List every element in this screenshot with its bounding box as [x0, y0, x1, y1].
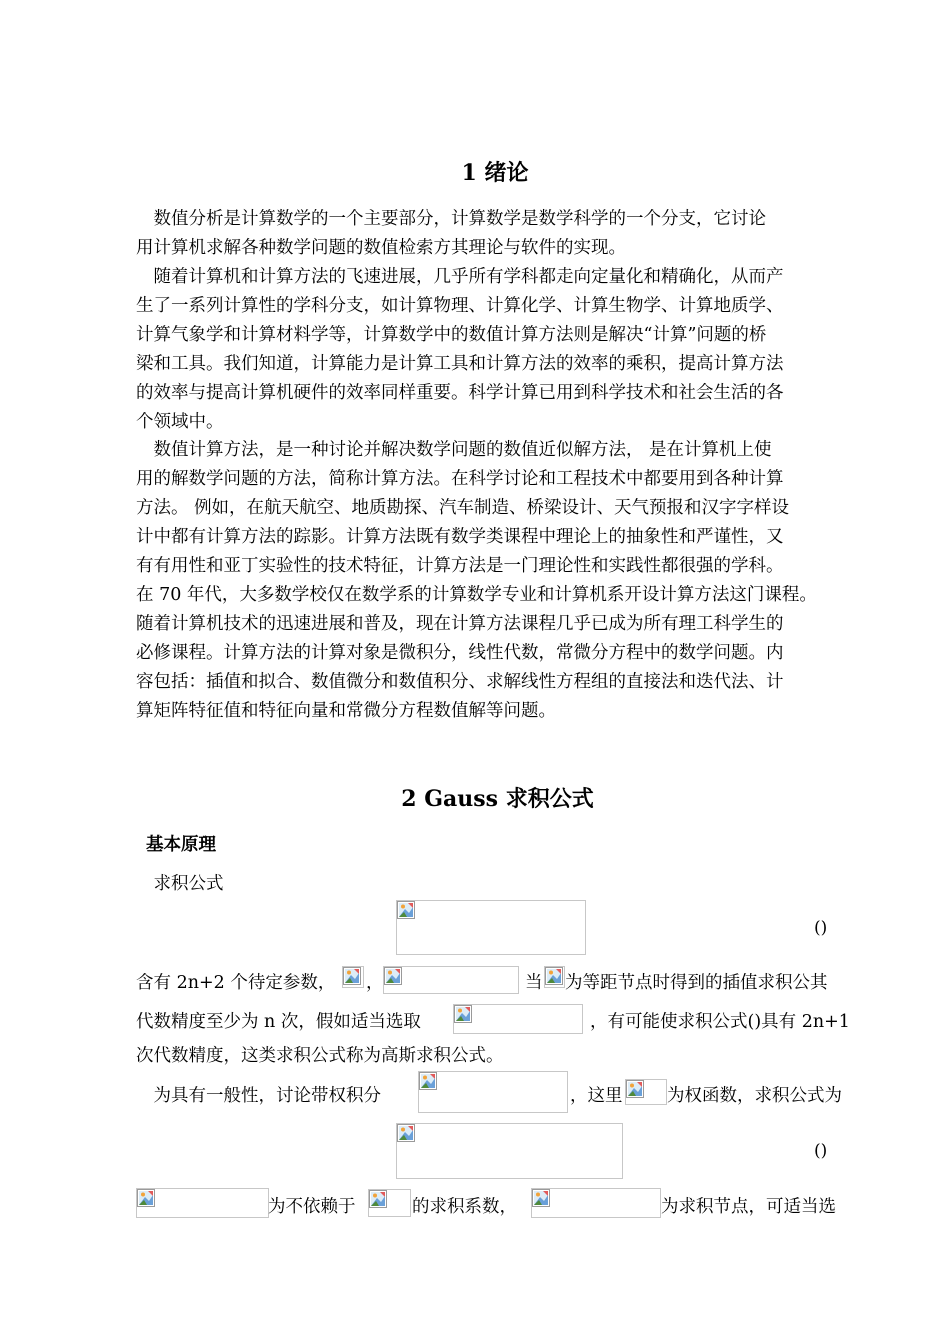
paragraph-3-line-1: 数值计算方法，是一种讨论并解决数学问题的数值近似解方法， 是在计算机上使	[136, 440, 772, 460]
equation-1-number: ()	[814, 918, 828, 938]
broken-image-icon	[369, 1190, 387, 1208]
section-1-heading: 1 绪论	[461, 160, 529, 186]
equation-2-image	[396, 1123, 623, 1179]
paragraph-2-line-2: 生了一系列计算性的学科分支，如计算物理、计算化学、计算生物学、计算地质学、	[136, 296, 784, 316]
para1-text-a2: ，	[366, 973, 384, 993]
broken-image-icon	[384, 967, 402, 985]
para3-text-a1: 为不依赖于	[268, 1197, 356, 1217]
paragraph-2-line-3: 计算气象学和计算材料学等，计算数学中的数值计算方法则是解决“计算”问题的桥	[136, 325, 767, 345]
para1-text-b2: ，有可能使求积公式()具有 2n+1	[590, 1012, 850, 1032]
para1-text-a4: 为等距节点时得到的插值求积公其	[565, 973, 828, 993]
para2-text-a1: 为具有一般性，讨论带权积分	[136, 1086, 381, 1106]
inline-formula-image-7	[136, 1188, 269, 1218]
inline-formula-image-5	[418, 1071, 568, 1113]
paragraph-2-line-4: 梁和工具。我们知道，计算能力是计算工具和计算方法的效率的乘积，提高计算方法	[136, 354, 784, 374]
paragraph-3-line-2: 用的解数学问题的方法，简称计算方法。在科学讨论和工程技术中都要用到各种计算	[136, 469, 784, 489]
broken-image-icon	[137, 1189, 155, 1207]
section-2-heading: 2 Gauss 求积公式	[401, 786, 594, 812]
inline-formula-image-4	[453, 1004, 583, 1034]
inline-formula-image-9	[531, 1188, 661, 1218]
para3-text-a2: 的求积系数，	[412, 1197, 517, 1217]
paragraph-3-line-7: 随着计算机技术的迅速进展和普及，现在计算方法课程几乎已成为所有理工科学生的	[136, 614, 784, 634]
inline-formula-image-2	[383, 966, 519, 994]
paragraph-3-line-10: 算矩阵特征值和特征向量和常微分方程数值解等问题。	[136, 701, 556, 721]
broken-image-icon	[545, 967, 563, 985]
para1-text-a1: 含有 2n+2 个待定参数，	[136, 973, 336, 993]
paragraph-3-line-8: 必修课程。计算方法的计算对象是微积分，线性代数，常微分方程中的数学问题。内	[136, 643, 784, 663]
para1-text-a3: 当	[525, 973, 543, 993]
broken-image-icon	[397, 901, 415, 919]
paragraph-3-line-5: 有有用性和亚丁实验性的技术特征，计算方法是一门理论性和实践性都很强的学科。	[136, 556, 784, 576]
broken-image-icon	[343, 967, 361, 985]
inline-formula-image-8	[368, 1189, 411, 1217]
broken-image-icon	[397, 1124, 415, 1142]
paragraph-3-line-6: 在 70 年代，大多数学校仅在数学系的计算数学专业和计算机系开设计算方法这门课程。	[136, 585, 817, 605]
inline-formula-image-3	[544, 966, 565, 988]
paragraph-2-line-1: 随着计算机和计算方法的飞速进展，几乎所有学科都走向定量化和精确化，从而产	[136, 267, 784, 287]
broken-image-icon	[419, 1072, 437, 1090]
para1-text-c: 次代数精度，这类求积公式称为高斯求积公式。	[136, 1046, 504, 1066]
paragraph-3-line-3: 方法。 例如，在航天航空、地质勘探、汽车制造、桥梁设计、天气预报和汉字字样设	[136, 498, 790, 518]
formula-intro: 求积公式	[136, 874, 224, 894]
paragraph-2-line-6: 个领域中。	[136, 412, 224, 432]
equation-2-number: ()	[814, 1141, 828, 1161]
broken-image-icon	[626, 1080, 644, 1098]
paragraph-1-line-2: 用计算机求解各种数学问题的数值检索方其理论与软件的实现。	[136, 238, 626, 258]
para2-text-a3: 为权函数，求积公式为	[667, 1086, 842, 1106]
equation-1-image	[396, 900, 586, 955]
broken-image-icon	[454, 1005, 472, 1023]
paragraph-2-line-5: 的效率与提高计算机硬件的效率同样重要。科学计算已用到科学技术和社会生活的各	[136, 383, 784, 403]
paragraph-3-line-4: 计中都有计算方法的踪影。计算方法既有数学类课程中理论上的抽象性和严谨性，又	[136, 527, 784, 547]
paragraph-1-line-1: 数值分析是计算数学的一个主要部分，计算数学是数学科学的一个分支，它讨论	[136, 209, 766, 229]
broken-image-icon	[532, 1189, 550, 1207]
subheading-basic-principle: 基本原理	[146, 835, 216, 855]
para2-text-a2: ，这里	[570, 1086, 623, 1106]
inline-formula-image-1	[342, 966, 364, 988]
para1-text-b1: 代数精度至少为 n 次，假如适当选取	[136, 1012, 421, 1032]
para3-text-a3: 为求积节点，可适当选	[661, 1197, 836, 1217]
paragraph-3-line-9: 容包括：插值和拟合、数值微分和数值积分、求解线性方程组的直接法和迭代法、计	[136, 672, 784, 692]
inline-formula-image-6	[625, 1079, 667, 1105]
